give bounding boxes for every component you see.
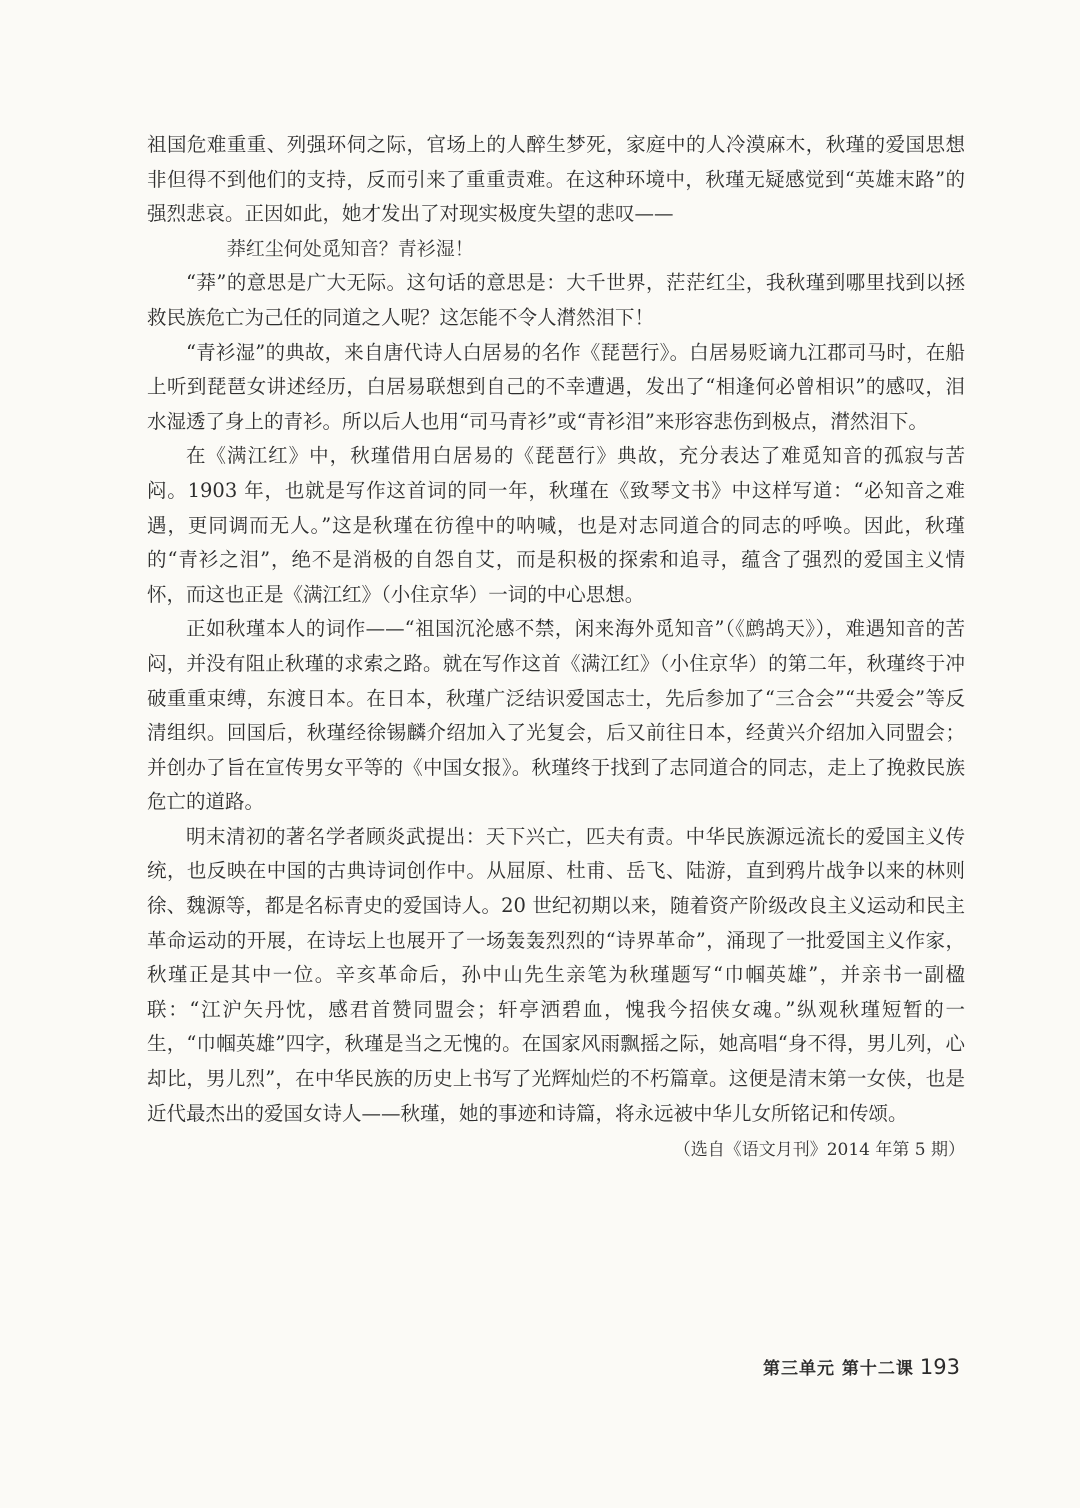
article-body (147, 128, 965, 1168)
quoted-verse: 莽红尘何处觅知音？青衫湿！ (226, 237, 474, 260)
paragraph-quest: 正如秋瑾本人的词作——“祖国沉沦感不禁，闲来海外觅知音”（《鹧鸪天》），难遇知音的苦闷，并没有阻止秋瑾的求索之路。就在写作这首《满江红》（小住京华）的第二年，秋瑾终于冲破重重束缚，东渡日本。在日本，秋瑾广泛结识爱国志士，先后参加了“三合会”“共爱会”等反清组织。回国后，秋瑾经徐锡麟介绍加入了光复会，后又前往日本，经黄兴介绍加入同盟会；并创办了旨在宣传男女平等的《中国女报》。秋瑾终于找到了志同道合的同志，走上了挽救民族危亡的道路。 (147, 617, 965, 814)
paragraph-mang-meaning: “莽”的意思是广大无际。这句话的意思是：大千世界，茫茫红尘，我秋瑾到哪里找到以拯救民族危亡为己任的同道之人呢？这怎能不令人潸然泪下！ (147, 271, 965, 329)
paragraph-manjianghong: 在《满江红》中，秋瑾借用白居易的《琵琶行》典故，充分表达了难觅知音的孤寂与苦闷。1903 年，也就是写作这首词的同一年，秋瑾在《致琴文书》中这样写道：“必知音之难遇，更同调而无人。”这是秋瑾在彷徨中的呐喊，也是对志同道合的同志的呼唤。因此，秋瑾的“青衫之泪”，绝不是消极的自怨自艾，而是积极的探索和追寻，蕴含了强烈的爱国主义情怀，而这也正是《满江红》（小住京华）一词的中心思想。 (147, 444, 965, 606)
page-number: 193 (919, 1355, 960, 1379)
paragraph-patriotism: 明末清初的著名学者顾炎武提出：天下兴亡，匹夫有责。中华民族源远流长的爱国主义传统，也反映在中国的古典诗词创作中。从屈原、杜甫、岳飞、陆游，直到鸦片战争以来的林则徐、魏源等，都是名标青史的爱国诗人。20 世纪初期以来，随着资产阶级改良主义运动和民主革命运动的开展，在诗坛上也展开了一场轰轰烈烈的“诗界革命”，涌现了一批爱国主义作家，秋瑾正是其中一位。辛亥革命后，孙中山先生亲笔为秋瑾题写“巾帼英雄”，并亲书一副楹联：“江沪矢丹忱，感君首赞同盟会；轩亭洒碧血，愧我今招侠女魂。”纵观秋瑾短暂的一生，“巾帼英雄”四字，秋瑾是当之无愧的。在国家风雨飘摇之际，她高唱“身不得，男儿列，心却比，男儿烈”，在中华民族的历史上书写了光辉灿烂的不朽篇章。这便是清末第一女侠，也是近代最杰出的爱国女诗人——秋瑾，她的事迹和诗篇，将永远被中华儿女所铭记和传颂。 (147, 824, 965, 1125)
paragraph-qingshanshi-allusion: “青衫湿”的典故，来自唐代诗人白居易的名作《琵琶行》。白居易贬谪九江郡司马时，在船上听到琵琶女讲述经历，白居易联想到自己的不幸遭遇，发出了“相逢何必曾相识”的感叹，泪水湿透了身上的青衫。所以后人也用“司马青衫”或“青衫泪”来形容悲伤到极点，潸然泪下。 (147, 340, 965, 433)
source-citation: （选自《语文月刊》2014 年第 5 期） (673, 1140, 965, 1161)
page-footer (763, 1354, 960, 1379)
paragraph-continuation: 祖国危难重重、列强环伺之际，官场上的人醉生梦死，家庭中的人冷漠麻木，秋瑾的爱国思想非但得不到他们的支持，反而引来了重重责难。在这种环境中，秋瑾无疑感觉到“英雄末路”的强烈悲哀。正因如此，她才发出了对现实极度失望的悲叹—— (147, 133, 965, 226)
unit-lesson-label: 第三单元 第十二课 (762, 1359, 914, 1379)
